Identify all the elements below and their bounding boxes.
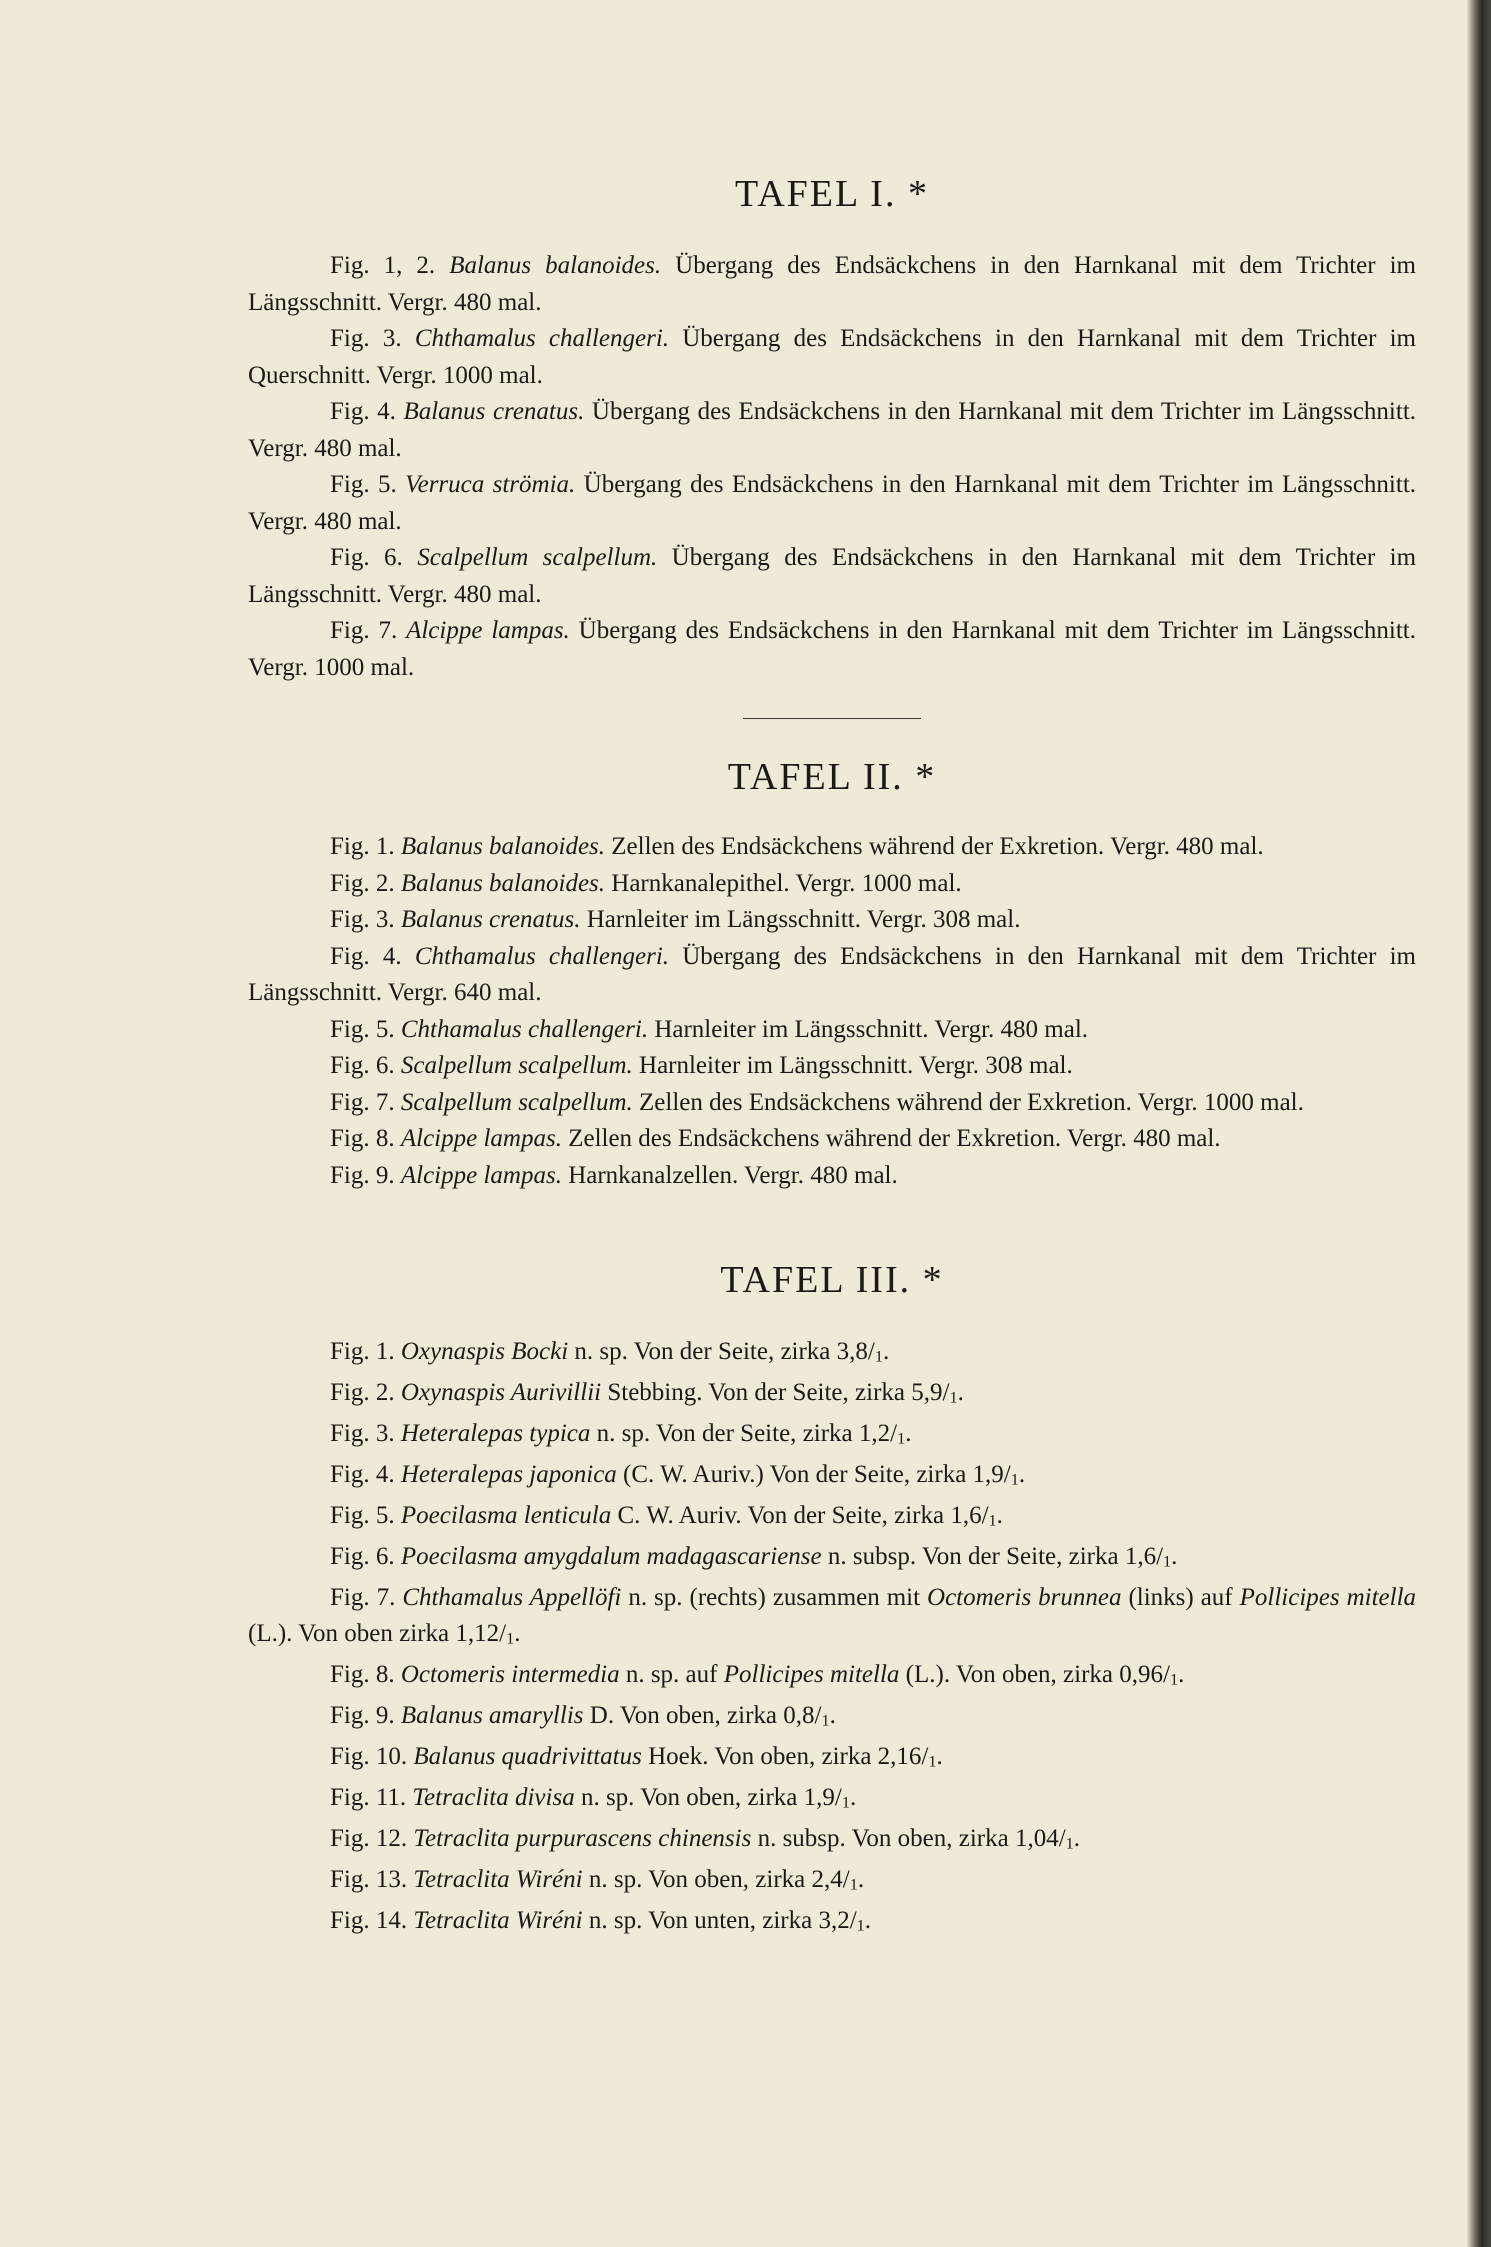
figure-caption: Fig. 3. Heteralepas typica n. sp. Von der Seite, zirka 1,2/1. [330, 1419, 912, 1448]
figure-caption: Fig. 5. Poecilasma lenticula C. W. Auriv. Von der Seite, zirka 1,6/1. [330, 1501, 1003, 1530]
figure-caption: Fig. 10. Balanus quadrivittatus Hoek. Von oben, zirka 2,16/1. [330, 1742, 943, 1771]
figure-caption: Fig. 8. Alcippe lampas. Zellen des Endsäckchens während der Exkretion. Vergr. 480 mal. [330, 1125, 1221, 1152]
figure-caption: Fig. 9. Balanus amaryllis D. Von oben, zirka 0,8/1. [330, 1702, 836, 1730]
figure-caption: Fig. 2. Oxynaspis Aurivillii Stebbing. Von der Seite, zirka 5,9/1. [330, 1378, 964, 1407]
figure-caption: Fig. 4. Chthamalus challengeri. Übergang des Endsäckchens in den Harnkanal mit dem Trichter im Längsschnitt. Vergr. 640 mal. [248, 942, 1416, 1006]
figure-caption: Fig. 7. Alcippe lampas. Übergang des Endsäckchens in den Harnkanal mit dem Trichter im Längsschnitt. Vergr. 1000 mal. [248, 617, 1417, 681]
figure-caption: Fig. 5. Verruca strömia. Übergang des Endsäckchens in den Harnkanal mit dem Trichter im Längsschnitt. Vergr. 480 mal. [248, 471, 1417, 535]
figure-caption: Fig. 7. Chthamalus Appellöfi n. sp. (rechts) zusammen mit Octomeris brunnea (links) auf Pollicipes mitella (L.). Von oben zirka 1,12/1. [248, 1583, 1417, 1648]
page-edge-shadow [1467, 0, 1491, 2247]
tafel-2-entries [248, 829, 1416, 1194]
figure-caption: Fig. 14. Tetraclita Wiréni n. sp. Von unten, zirka 3,2/1. [330, 1906, 872, 1935]
page-content [248, 170, 1416, 1944]
figure-caption: Fig. 11. Tetraclita divisa n. sp. Von oben, zirka 1,9/1. [330, 1783, 857, 1812]
tafel-1-title: TAFEL I. * [735, 173, 929, 215]
figure-caption: Fig. 6. Scalpellum scalpellum. Harnleiter im Längsschnitt. Vergr. 308 mal. [330, 1052, 1073, 1079]
figure-caption: Fig. 4. Heteralepas japonica (C. W. Auriv.) Von der Seite, zirka 1,9/1. [330, 1460, 1026, 1489]
figure-caption: Fig. 1. Oxynaspis Bocki n. sp. Von der Seite, zirka 3,8/1. [330, 1338, 890, 1366]
figure-caption: Fig. 1. Balanus balanoides. Zellen des Endsäckchens während der Exkretion. Vergr. 480 mal. [330, 833, 1264, 860]
figure-caption: Fig. 6. Poecilasma amygdalum madagascariense n. subsp. Von der Seite, zirka 1,6/1. [330, 1542, 1178, 1571]
figure-caption: Fig. 3. Balanus crenatus. Harnleiter im Längsschnitt. Vergr. 308 mal. [330, 906, 1021, 933]
tafel-2-title: TAFEL II. * [727, 756, 937, 798]
tafel-3-entries [248, 1334, 1416, 1944]
figure-caption: Fig. 3. Chthamalus challengeri. Übergang des Endsäckchens in den Harnkanal mit dem Trichter im Querschnitt. Vergr. 1000 mal. [248, 325, 1416, 389]
figure-caption: Fig. 13. Tetraclita Wiréni n. sp. Von oben, zirka 2,4/1. [330, 1865, 865, 1894]
figure-caption: Fig. 9. Alcippe lampas. Harnkanalzellen. Vergr. 480 mal. [330, 1161, 898, 1189]
figure-caption: Fig. 4. Balanus crenatus. Übergang des Endsäckchens in den Harnkanal mit dem Trichter im Längsschnitt. Vergr. 480 mal. [248, 398, 1417, 462]
section-divider [743, 718, 921, 719]
figure-caption: Fig. 7. Scalpellum scalpellum. Zellen des Endsäckchens während der Exkretion. Vergr. 1000 mal. [330, 1088, 1304, 1116]
figure-caption: Fig. 6. Scalpellum scalpellum. Übergang des Endsäckchens in den Harnkanal mit dem Trichter im Längsschnitt. Vergr. 480 mal. [248, 544, 1417, 608]
tafel-1-entries [248, 248, 1416, 686]
figure-caption: Fig. 1, 2. Balanus balanoides. Übergang des Endsäckchens in den Harnkanal mit dem Trichter im Längsschnitt. Vergr. 480 mal. [248, 252, 1417, 316]
figure-caption: Fig. 2. Balanus balanoides. Harnkanalepithel. Vergr. 1000 mal. [330, 869, 962, 897]
tafel-3-title: TAFEL III. * [720, 1259, 944, 1301]
figure-caption: Fig. 12. Tetraclita purpurascens chinensis n. subsp. Von oben, zirka 1,04/1. [330, 1824, 1081, 1853]
figure-caption: Fig. 5. Chthamalus challengeri. Harnleiter im Längsschnitt. Vergr. 480 mal. [330, 1015, 1089, 1043]
figure-caption: Fig. 8. Octomeris intermedia n. sp. auf Pollicipes mitella (L.). Von oben, zirka 0,96/1. [330, 1661, 1185, 1689]
